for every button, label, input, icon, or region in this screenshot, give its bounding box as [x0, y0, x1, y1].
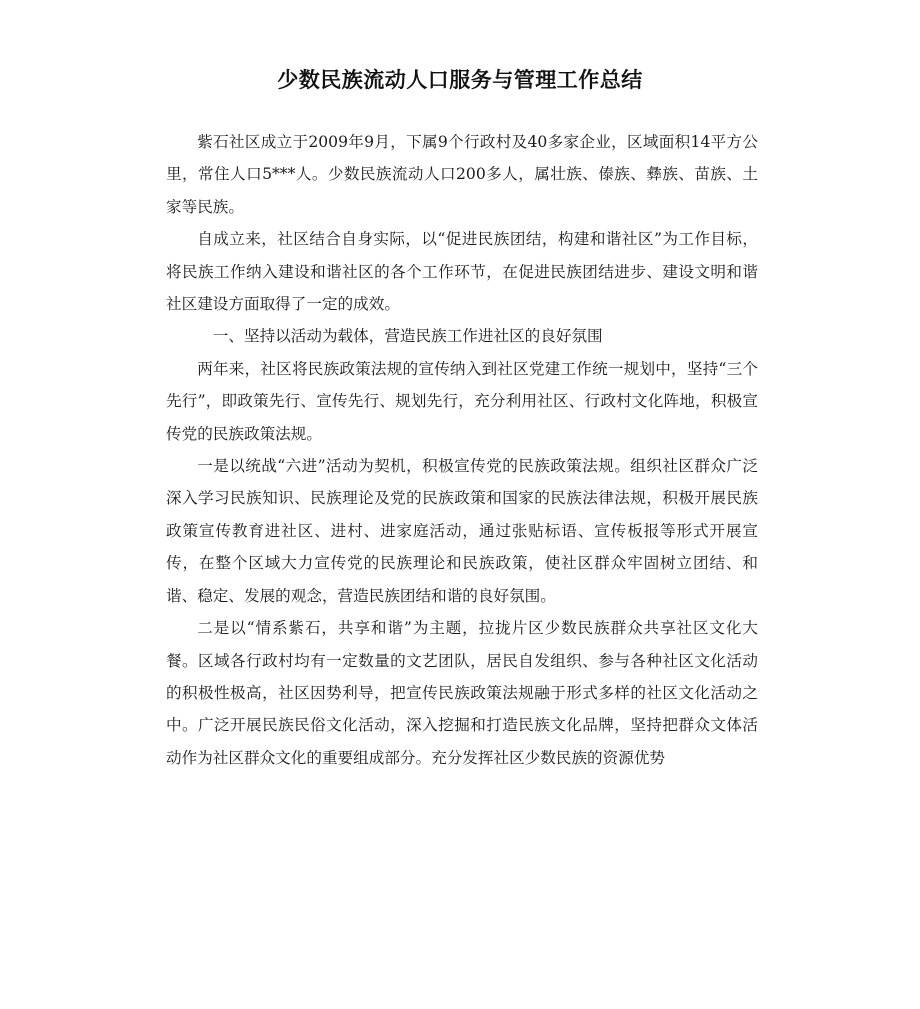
document-title: 少数民族流动人口服务与管理工作总结: [277, 68, 643, 92]
paragraph-two-years: 两年来，社区将民族政策法规的宣传纳入到社区党建工作统一规划中，坚持“三个先行”，即政策先行、宣传先行、规划先行，充分利用社区、行政村文化阵地，积极宣传党的民族政策法规。: [166, 359, 758, 443]
paragraph-first-point: 一是以统战“六进”活动为契机，积极宣传党的民族政策法规。组织社区群众广泛深入学习民族知识、民族理论及党的民族政策和国家的民族法律法规，积极开展民族政策宣传教育进社区、进村、进家庭活动，通过张贴标语、宣传板报等形式开展宣传，在整个区域大力宣传党的民族理论和民族政策，使社区群众牢固树立团结、和谐、稳定、发展的观念，营造民族团结和谐的良好氛围。: [166, 457, 758, 605]
paragraph-second-point: 二是以“情系紫石，共享和谐”为主题，拉拢片区少数民族群众共享社区文化大餐。区域各行政村均有一定数量的文艺团队，居民自发组织、参与各种社区文化活动的积极性极高，社区因势利导，把宣传民族政策法规融于形式多样的社区文化活动之中。广泛开展民族民俗文化活动，深入挖掘和打造民族文化品牌，坚持把群众文体活动作为社区群众文化的重要组成部分。充分发挥社区少数民族的资源优势: [166, 619, 758, 767]
document-body: [166, 126, 758, 774]
paragraph-goal: 自成立来，社区结合自身实际，以“促进民族团结，构建和谐社区”为工作目标，将民族工作纳入建设和谐社区的各个工作环节，在促进民族团结进步、建设文明和谐社区建设方面取得了一定的成效。: [166, 230, 758, 314]
paragraph-intro: 紫石社区成立于2009年9月，下属9个行政村及40多家企业，区域面积14平方公里，常住人口5***人。少数民族流动人口200多人，属壮族、傣族、彝族、苗族、土家等民族。: [166, 133, 758, 216]
section-heading-1: 一、坚持以活动为载体，营造民族工作进社区的良好氛围: [212, 327, 603, 346]
